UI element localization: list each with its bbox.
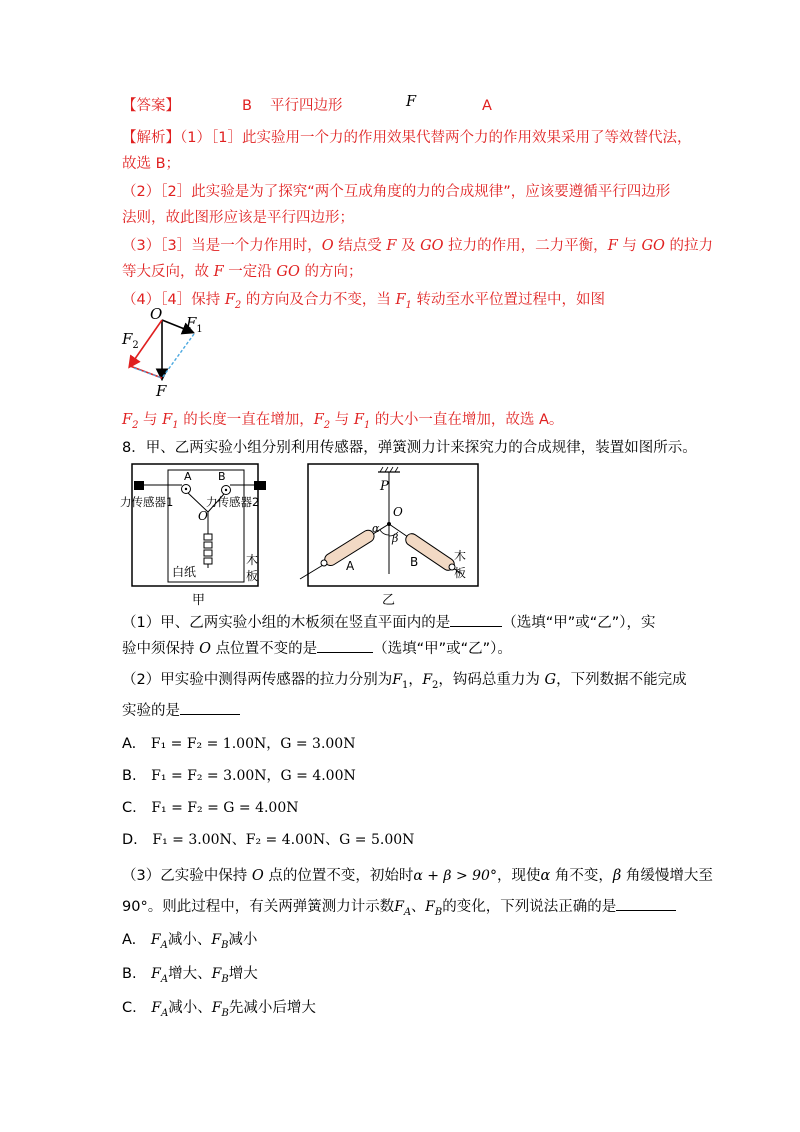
analysis-conclusion [122, 410, 563, 436]
label-beta: β [392, 532, 399, 545]
p3-t4: 拉力的作用，二力平衡， [443, 238, 608, 254]
q1-O: O [199, 641, 211, 657]
q1-t1: （1）甲、乙两实验小组的木板须在竖直平面内的是 [122, 615, 451, 631]
q3-t1: （3）乙实验中保持 [122, 868, 252, 884]
p3b-t3: 的方向； [299, 264, 363, 280]
q3-opt-C-t2: 先减小后增大 [228, 1000, 316, 1016]
q2-option-D[interactable] [122, 830, 414, 850]
figure-yi [292, 462, 488, 610]
q1-blank1[interactable] [450, 612, 502, 627]
q3-opt-A-label: A. [122, 932, 137, 948]
c-F1: $F_1$ [162, 412, 179, 431]
answer-4: A [482, 98, 492, 114]
c-F2: $F_2$ [122, 412, 139, 431]
caption-yi: 乙 [382, 593, 396, 608]
q2-opt-A-label: A. [122, 736, 137, 752]
analysis-p1-text: （1）［1］此实验用一个力的作用效果代替两个力的作用效果采用了等效替代法， [180, 130, 692, 146]
q1-t4: 点位置不变的是 [211, 641, 318, 657]
blue-dashed-line [162, 334, 194, 378]
hook-weights [204, 534, 212, 568]
q3-opt-A-FA: $F_A$ [150, 932, 168, 951]
q2-opt-B-label: B. [122, 768, 137, 784]
q3-blank[interactable] [616, 896, 676, 911]
q3-opt-B-t1: 增大、 [168, 966, 212, 982]
label-O-yi: O [393, 505, 403, 519]
p3-t2: 结点受 [333, 238, 387, 254]
q1-blank2[interactable] [317, 638, 373, 653]
q3-t3: ，现使 [496, 868, 541, 884]
label-B-yi: B [410, 555, 419, 569]
p4-t2: 的方向及合力不变，当 [241, 292, 396, 308]
q3-condition: α + β > 90° [413, 868, 497, 884]
p3-O: O [321, 238, 334, 254]
label-F1: $F_1$ [186, 314, 203, 335]
sensor2-block [254, 481, 266, 490]
q3-option-C[interactable] [122, 998, 316, 1024]
q2-G: G [544, 672, 557, 688]
analysis-p3-line2 [122, 262, 362, 282]
q2-option-B[interactable] [122, 766, 356, 786]
q3-beta: β [612, 868, 622, 884]
q3-opt-B-FB: $F_B$ [211, 966, 229, 985]
q3-opt-C-FA: $F_A$ [151, 1000, 169, 1019]
c-t3: 与 [330, 412, 354, 428]
q3-t7: 的变化，下列说法正确的是 [442, 899, 617, 915]
q3-O: O [251, 868, 264, 884]
q8-part2-line2 [122, 700, 240, 721]
answer-tag: 【答案】 [122, 98, 180, 114]
q2-F1F2: $F_1$，$F_2$ [392, 672, 439, 691]
p3b-t1: 等大反向，故 [122, 264, 214, 280]
answer-2: 平行四边形 [270, 98, 343, 114]
c-F1b: $F_1$ [353, 412, 371, 431]
q3-opt-A-t2: 减小 [228, 932, 258, 948]
c-F2b: $F_2$ [313, 412, 331, 431]
p3-GO2: GO [641, 238, 665, 254]
q3-opt-B-t2: 增大 [228, 966, 258, 982]
ceiling-hatch [380, 467, 398, 472]
analysis-p2-line2: 法则，故此图形应该是平行四边形； [122, 210, 354, 226]
q3-t4: 角不变， [550, 868, 613, 884]
q1-t3: 验中须保持 [122, 641, 200, 657]
q2-t2: ，钩码总重力为 [438, 672, 545, 688]
p3b-t2: 一定沿 [223, 264, 277, 280]
q2-blank[interactable] [180, 700, 240, 715]
q8-part2-line1 [122, 670, 687, 696]
p3-t5: 与 [617, 238, 642, 254]
label-A-yi: A [346, 559, 355, 573]
q2-option-C[interactable] [122, 798, 299, 818]
q3-opt-B-FA: $F_A$ [151, 966, 169, 985]
q2-opt-C-text: F₁ = F₂ = G = 4.00N [151, 800, 299, 816]
q2-opt-D-text: F₁ = 3.00N、F₂ = 4.00N、G = 5.00N [152, 832, 415, 848]
q3-t6: 90°。则此过程中，有关两弹簧测力计示数 [122, 899, 395, 915]
q8-stem: 8．甲、乙两实验小组分别利用传感器，弹簧测力计来探究力的合成规律，装置如图所示。 [122, 440, 697, 456]
q3-alpha: α [540, 868, 551, 884]
label-P: P [380, 479, 389, 494]
label-board1-yi: 木 [454, 549, 467, 563]
label-sensor1: 力传感器1 [120, 495, 174, 509]
p4-t3: 转动至水平位置过程中，如图 [411, 292, 606, 308]
label-paper: 白纸 [172, 565, 197, 579]
q3-opt-C-t1: 减小、 [168, 1000, 212, 1016]
q3-option-A[interactable] [122, 930, 257, 956]
analysis-p1-line1 [122, 128, 691, 148]
q8-part1-line1 [122, 612, 656, 633]
p3-t1: （3）［3］当是一个力作用时， [122, 238, 322, 254]
vector-diagram [118, 306, 208, 400]
label-board2-yi: 板 [454, 566, 467, 580]
q2-opt-C-label: C. [122, 800, 137, 816]
answer-1: B [242, 98, 252, 114]
label-board2-jia: 板 [246, 569, 259, 583]
q2-t3: ，下列数据不能完成 [556, 672, 687, 688]
p4-F1: $F_1$ [395, 292, 412, 311]
q3-opt-A-t1: 减小、 [167, 932, 212, 948]
p3b-GO: GO [276, 264, 300, 280]
label-O-jia: O [198, 509, 208, 523]
q2-opt-B-text: F₁ = F₂ = 3.00N，G = 4.00N [151, 768, 356, 784]
q2-option-A[interactable] [122, 734, 355, 754]
spring-scale-B [389, 524, 462, 574]
p3-GO: GO [420, 238, 444, 254]
q2-t1: （2）甲实验中测得两传感器的拉力分别为 [122, 672, 393, 688]
p3-t3: 及 [396, 238, 421, 254]
q3-FA-FB: $F_A$、$F_B$ [394, 899, 443, 918]
label-F: F [156, 382, 167, 400]
label-A: A [184, 470, 192, 483]
answer-line [122, 94, 492, 116]
analysis-p3-line1 [122, 236, 713, 256]
q1-t5: （选填“甲”或“乙”）。 [373, 641, 512, 657]
answer-3: F [406, 94, 417, 110]
c-t1: 与 [138, 412, 163, 428]
q8-part3-line1 [122, 866, 713, 886]
label-O: O [150, 306, 163, 323]
q2-opt-D-label: D. [122, 832, 138, 848]
label-board1-jia: 木 [246, 553, 259, 567]
p3b-F: F [213, 264, 224, 280]
c-t2: 的长度一直在增加， [178, 412, 314, 428]
caption-jia: 甲 [192, 593, 206, 608]
c-t4: 的大小一直在增加，故选 A。 [370, 412, 564, 428]
q2-opt-A-text: F₁ = F₂ = 1.00N，G = 3.00N [150, 736, 356, 752]
analysis-p2-line1: （2）［2］此实验是为了探究“两个互成角度的力的合成规律”，应该要遵循平行四边形 [122, 184, 671, 200]
p3-F2: F [607, 238, 618, 254]
q3-opt-A-FB: $F_B$ [211, 932, 229, 951]
label-B: B [218, 470, 226, 483]
label-sensor2: 力传感器2 [206, 495, 260, 509]
label-F2: $F_2$ [122, 330, 139, 351]
q3-opt-C-FB: $F_B$ [211, 1000, 229, 1019]
q3-option-B[interactable] [122, 964, 258, 990]
p4-F2: $F_2$ [224, 292, 242, 311]
q3-opt-C-label: C. [122, 1000, 137, 1016]
q1-t2: （选填“甲”或“乙”），实 [502, 615, 656, 631]
q8-part1-line2 [122, 638, 512, 659]
p4-t1: （4）［4］保持 [122, 292, 225, 308]
label-alpha: α [372, 522, 380, 535]
q3-t2: 点的位置不变，初始时 [263, 868, 414, 884]
p3-F: F [386, 238, 397, 254]
analysis-tag: 【解析】 [122, 130, 180, 146]
q8-part3-line2 [122, 896, 676, 923]
p3-t6: 的拉力 [664, 238, 714, 254]
figure-jia [120, 462, 272, 610]
q3-t5: 角缓慢增大至 [621, 868, 713, 884]
analysis-p1-line2: 故选 B； [122, 156, 181, 172]
q3-opt-B-label: B. [122, 966, 137, 982]
q2-t4: 实验的是 [122, 703, 180, 719]
sensor1-block [134, 481, 144, 490]
